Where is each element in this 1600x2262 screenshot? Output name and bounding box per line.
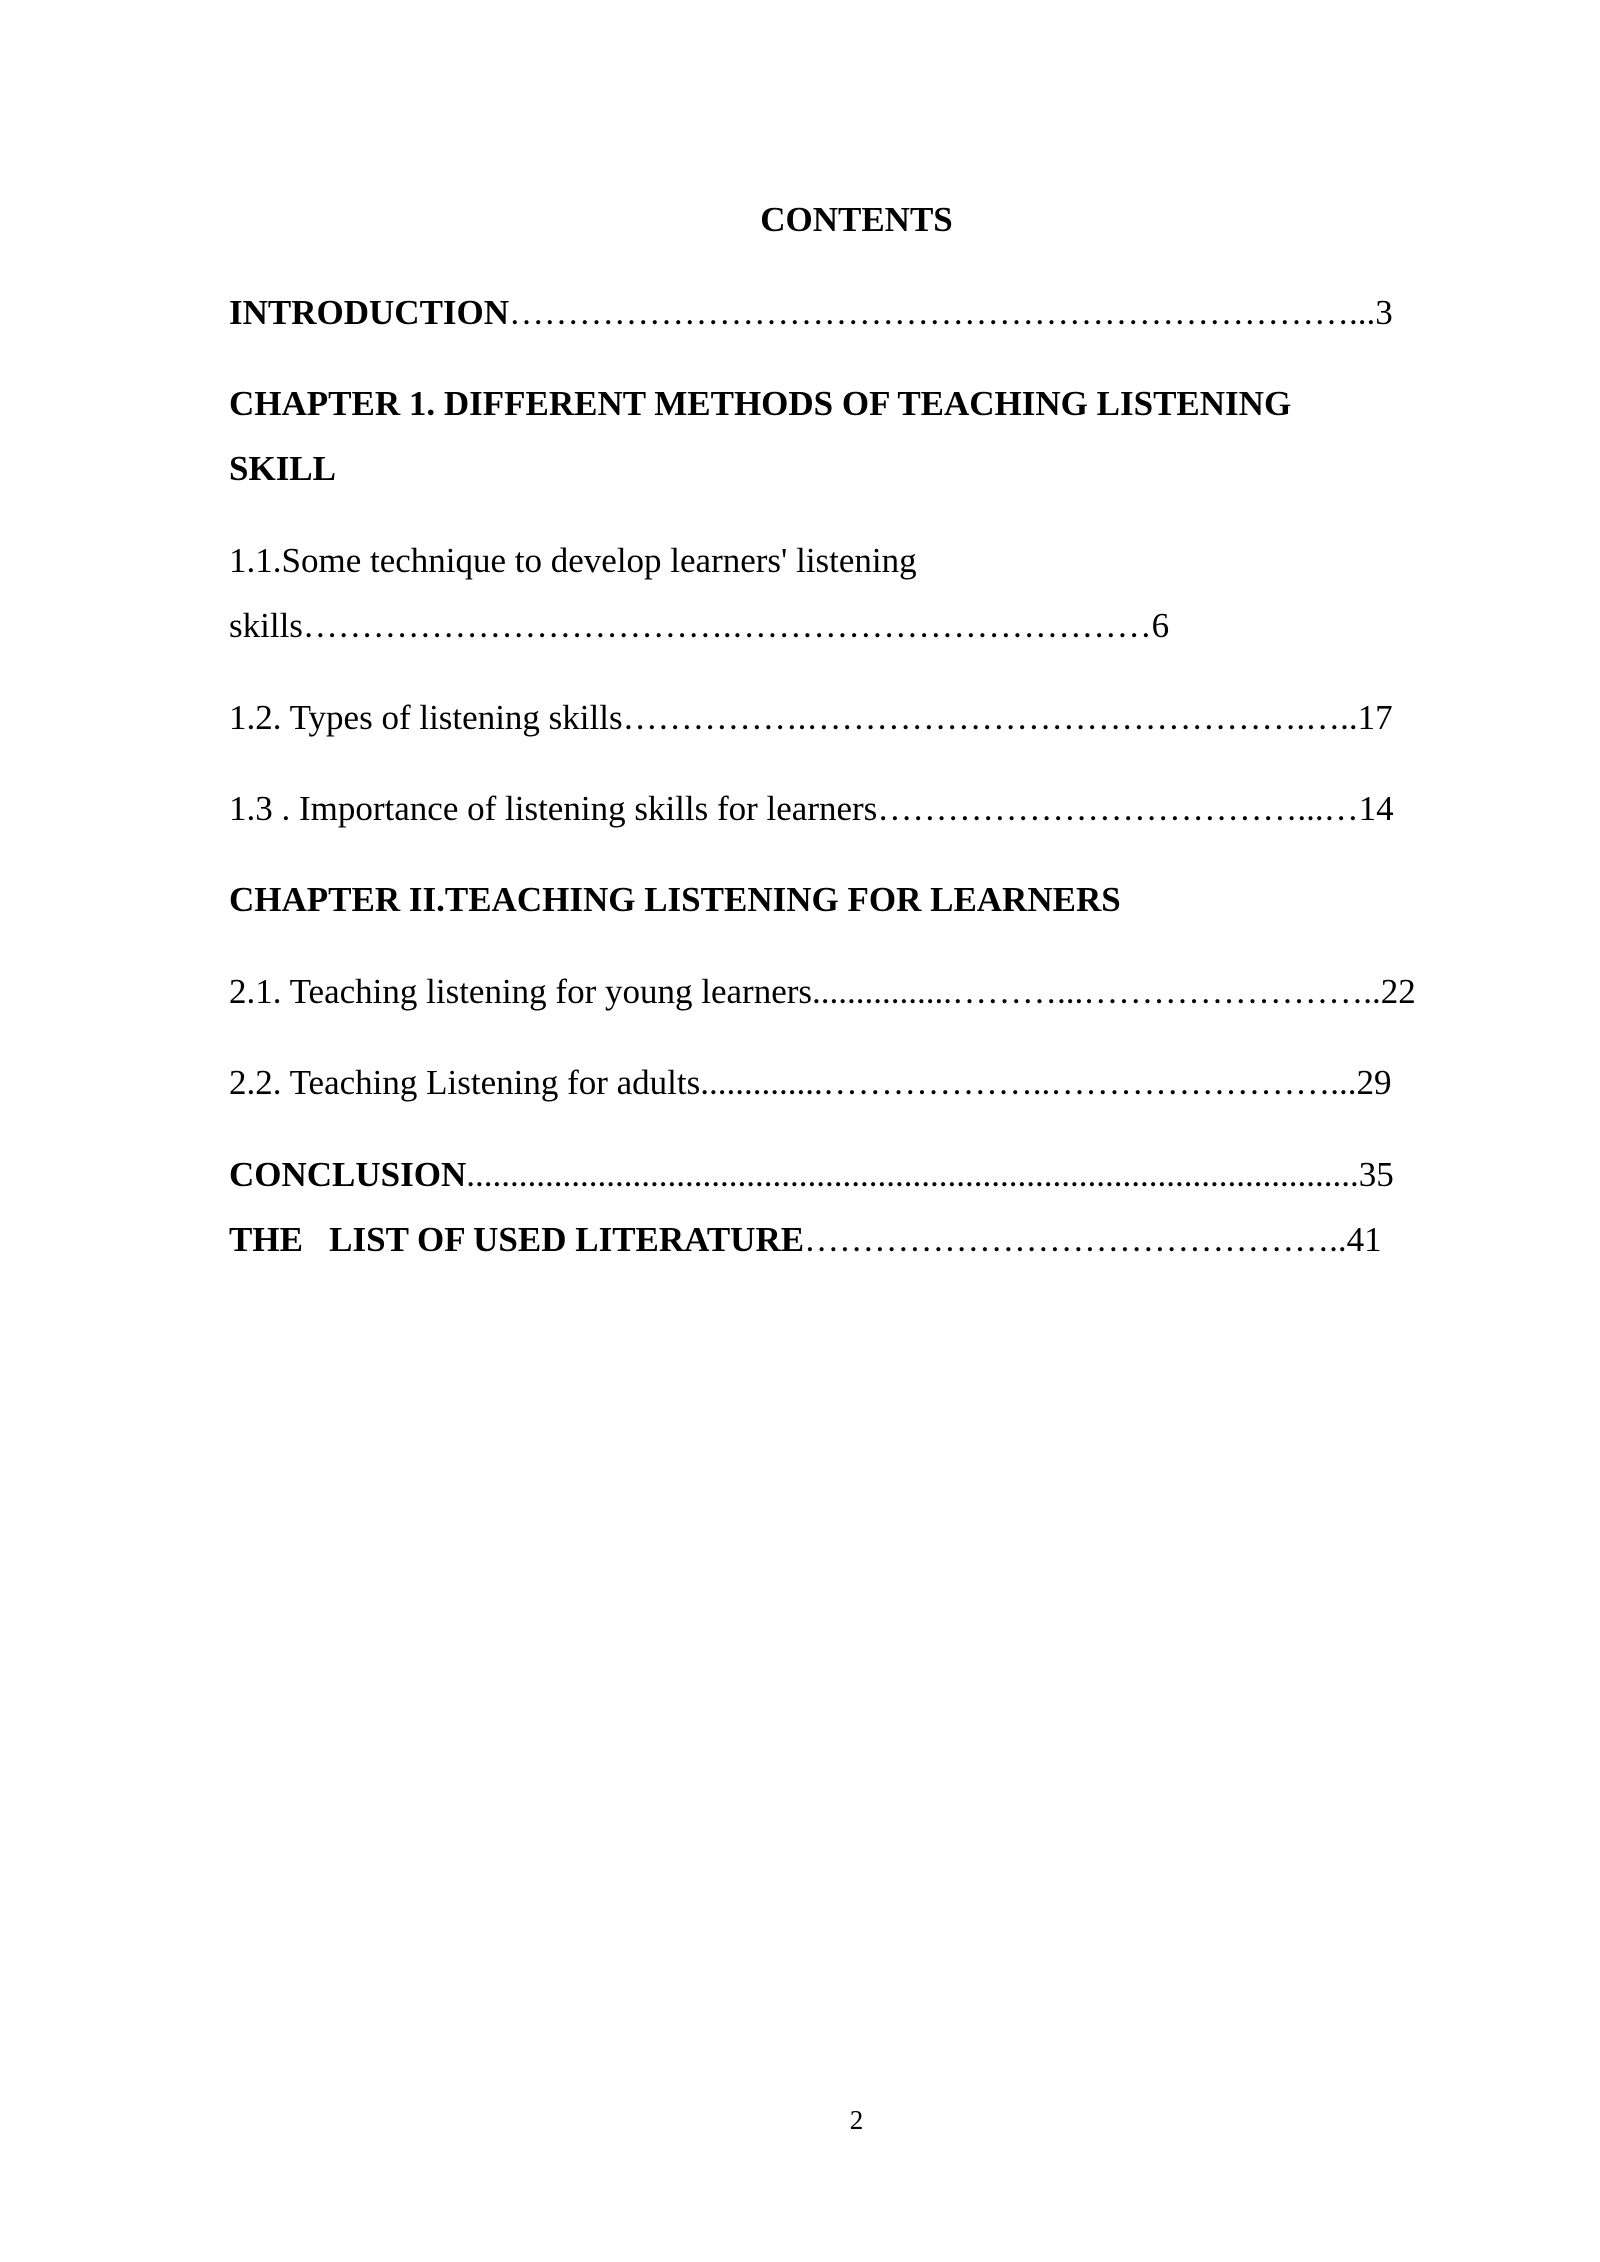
toc-entry-title: THE LIST OF USED LITERATURE: [229, 1220, 805, 1259]
toc-page-number: 14: [1358, 789, 1394, 828]
toc-entry-title: 2.2. Teaching Listening for adults: [229, 1063, 701, 1102]
toc-entry-title: 1.1.Some technique to develop learners' listening: [229, 541, 917, 580]
toc-entry-chapter-1-continuation: [229, 445, 336, 493]
toc-entry-title: 2.1. Teaching listening for young learners: [229, 972, 813, 1011]
toc-entry-title: 1.2. Types of listening skills: [229, 698, 623, 737]
toc-page-number: .17: [1348, 698, 1393, 737]
toc-leader: ………………………………………..: [804, 1220, 1347, 1259]
toc-entry-title: 1.3 . Importance of listening skills for learners: [229, 789, 878, 828]
toc-page-number: 3: [1375, 293, 1393, 332]
toc-entry-title: CHAPTER II.TEACHING LISTENING FOR LEARNERS: [229, 880, 1121, 919]
toc-entry-2-2[interactable]: [229, 1059, 1392, 1107]
page-title: CONTENTS: [760, 200, 953, 239]
toc-entry-introduction[interactable]: [229, 289, 1393, 337]
toc-entry-1-3[interactable]: [229, 785, 1394, 833]
toc-leader: ……………………………….………………………………: [302, 606, 1152, 645]
toc-page-number: 29: [1356, 1063, 1392, 1102]
toc-entry-title-continued: skills: [229, 606, 303, 645]
toc-entry-title: CONCLUSION: [229, 1155, 467, 1194]
toc-page-number: 22: [1380, 972, 1416, 1011]
toc-entry-title: CHAPTER 1. DIFFERENT METHODS OF TEACHING LISTENING: [229, 384, 1292, 423]
toc-page-number: 6: [1151, 606, 1170, 645]
toc-leader: ......................................................................................................: [466, 1155, 1359, 1194]
toc-leader: ………………………………...…: [877, 789, 1359, 828]
toc-entry-literature[interactable]: [229, 1216, 1382, 1264]
toc-leader: ………………………………………………………………...: [509, 293, 1376, 332]
toc-entry-1-1[interactable]: [229, 537, 917, 585]
toc-entry-chapter-2[interactable]: [229, 876, 1121, 924]
toc-entry-chapter-1[interactable]: [229, 380, 1291, 428]
toc-entry-title-continued: SKILL: [229, 449, 336, 488]
toc-page-number: 35: [1358, 1155, 1394, 1194]
toc-entry-2-1[interactable]: [229, 968, 1416, 1016]
toc-page-number: 41: [1346, 1220, 1382, 1259]
toc-entry-conclusion[interactable]: [229, 1151, 1394, 1199]
toc-entry-1-1-continuation[interactable]: [229, 602, 1169, 650]
toc-leader: ................………...……………………..: [812, 972, 1381, 1011]
page-number: 2: [849, 2105, 864, 2135]
toc-leader: …………….…………………………………….….: [622, 698, 1349, 737]
toc-entry-1-2[interactable]: [229, 694, 1393, 742]
toc-entry-title: INTRODUCTION: [229, 293, 510, 332]
toc-leader: ..............………………..……………………...: [700, 1063, 1357, 1102]
